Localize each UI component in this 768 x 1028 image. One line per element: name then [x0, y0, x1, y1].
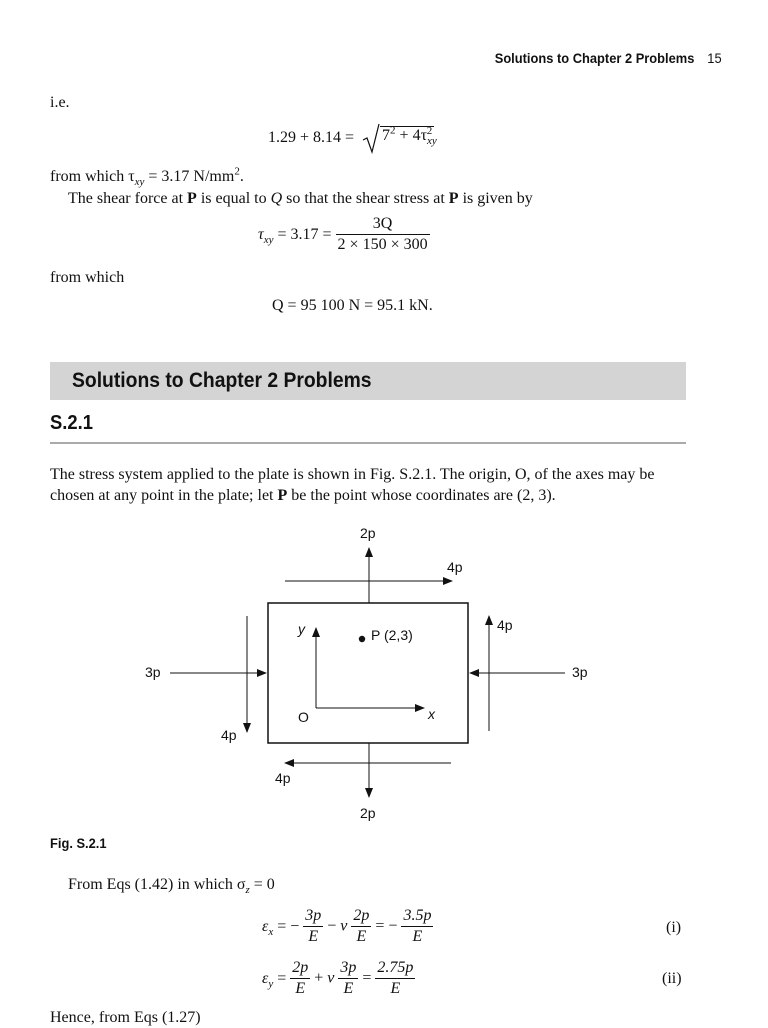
right-4p-label: 4p	[497, 617, 513, 633]
eq1-sqrt-body: $7^2 + 4\tau_{xy}^2$	[382, 124, 437, 148]
page-number: 15	[707, 50, 722, 66]
section-title: Solutions to Chapter 2 Problems	[72, 369, 372, 392]
ie-text: i.e.	[50, 94, 70, 111]
x-axis-label: x	[428, 706, 435, 722]
running-head	[495, 50, 722, 66]
figure-caption: Fig. S.2.1	[50, 835, 107, 851]
equation-i-tag: (i)	[666, 919, 682, 936]
body-paragraph: The stress system applied to the plate is shown in Fig. S.2.1. The origin, O, of the axes may be chosen at any point in the plate; let P be the point whose coordinates are (2, 3).	[50, 466, 655, 504]
left-4p-label: 4p	[221, 727, 237, 743]
hence-text: Hence, from Eqs (1.27)	[50, 1009, 201, 1026]
y-axis-label: y	[298, 621, 305, 637]
from-which-2: from which	[50, 269, 125, 286]
equation-2: $\tau_{xy} = 3.17$ = $\frac{3Q}{2 \times 150 \times 300}$	[258, 215, 428, 253]
shear-force-sentence: The shear force at P is equal to Q so that the shear stress at P is given by	[68, 190, 533, 207]
subsection-title: S.2.1	[50, 412, 93, 434]
eqs-intro: From Eqs (1.42) in which $\sigma_z = 0$	[68, 876, 275, 897]
from-which-tau: from which $\tau_{xy} = 3.17$ $N/mm^2$.	[50, 165, 244, 189]
section-heading-bar	[50, 362, 686, 400]
equation-i: $\varepsilon_x$ = − $\frac{3p}{E}$ − ν $\frac{2p}{E}$ = − $\frac{3.5p}{E}$	[262, 907, 432, 945]
top-2p-label: 2p	[360, 525, 376, 541]
subsection-heading	[50, 412, 686, 444]
left-3p-label: 3p	[145, 664, 161, 680]
equation-1	[268, 120, 437, 156]
eq2-fraction	[336, 214, 430, 255]
eq2-numerator: 3Q	[336, 214, 430, 235]
equation-ii: $\varepsilon_y$ = $\frac{2p}{E}$ + ν $\frac{3p}{E}$ = $\frac{2.75p}{E}$	[262, 959, 414, 997]
equation-3: Q = 95 100 N = 95.1 kN.	[272, 297, 433, 314]
point-p-label: P (2,3)	[371, 627, 413, 643]
eq1-left: 1.29 + 8.14 =	[268, 129, 355, 146]
stress-figure	[0, 515, 768, 835]
sqrt-sign-icon	[362, 122, 380, 154]
point-p-dot	[359, 636, 365, 642]
running-head-title: Solutions to Chapter 2 Problems	[495, 50, 695, 66]
origin-label: O	[298, 709, 309, 725]
equation-ii-tag: (ii)	[662, 970, 682, 987]
bottom-2p-label: 2p	[360, 805, 376, 821]
bottom-4p-label: 4p	[275, 770, 291, 786]
right-3p-label: 3p	[572, 664, 588, 680]
eq2-denominator: 2 × 150 × 300	[337, 236, 428, 253]
top-4p-label: 4p	[447, 559, 463, 575]
